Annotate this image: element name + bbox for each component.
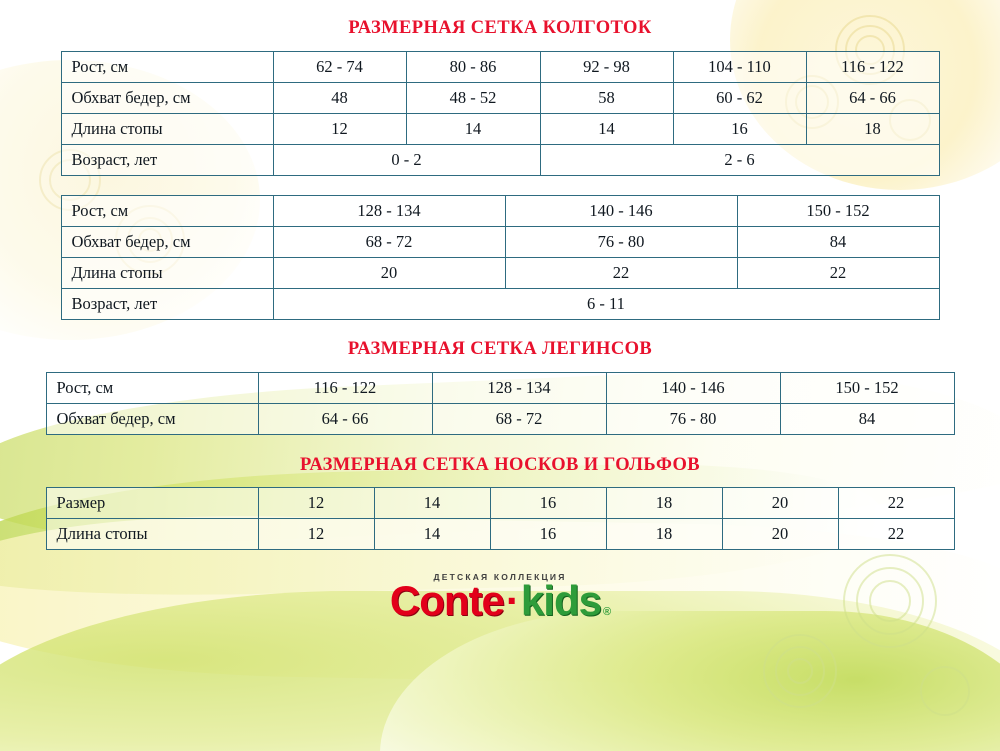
row-header: Длина стопы bbox=[61, 114, 273, 145]
table-row bbox=[46, 404, 954, 435]
table-cell: 22 bbox=[838, 519, 954, 550]
section-title-socks: РАЗМЕРНАЯ СЕТКА НОСКОВ И ГОЛЬФОВ bbox=[300, 455, 700, 475]
table-cell: 12 bbox=[258, 519, 374, 550]
section-title-leggings: РАЗМЕРНАЯ СЕТКА ЛЕГИНСОВ bbox=[347, 339, 653, 359]
registered-trademark-icon: ® bbox=[602, 606, 611, 618]
table-wrap-tights-large bbox=[0, 195, 1000, 320]
row-header: Рост, см bbox=[61, 52, 273, 83]
table-row bbox=[46, 519, 954, 550]
table-cell: 116 - 122 bbox=[258, 373, 432, 404]
table-cell: 20 bbox=[722, 519, 838, 550]
table-cell: 12 bbox=[273, 114, 406, 145]
table-cell: 0 - 2 bbox=[273, 145, 540, 176]
table-cell: 128 - 134 bbox=[432, 373, 606, 404]
table-cell: 48 - 52 bbox=[406, 83, 540, 114]
row-header: Длина стопы bbox=[46, 519, 258, 550]
table-row bbox=[61, 52, 939, 83]
table-row bbox=[61, 114, 939, 145]
table-cell: 68 - 72 bbox=[273, 227, 505, 258]
table-row bbox=[46, 373, 954, 404]
table-cell: 76 - 80 bbox=[606, 404, 780, 435]
row-header: Обхват бедер, см bbox=[61, 83, 273, 114]
table-wrap-socks bbox=[0, 487, 1000, 550]
table-cell: 14 bbox=[540, 114, 673, 145]
table-cell: 20 bbox=[722, 488, 838, 519]
table-cell: 58 bbox=[540, 83, 673, 114]
row-header: Возраст, лет bbox=[61, 145, 273, 176]
table-cell: 64 - 66 bbox=[806, 83, 939, 114]
table-cell: 62 - 74 bbox=[273, 52, 406, 83]
table-cell: 12 bbox=[258, 488, 374, 519]
logo-conte-text: Conte bbox=[389, 577, 504, 624]
table-cell: 22 bbox=[505, 258, 737, 289]
table-cell: 84 bbox=[780, 404, 954, 435]
table-row bbox=[61, 83, 939, 114]
logo-separator-dot: · bbox=[505, 577, 519, 624]
table-cell: 68 - 72 bbox=[432, 404, 606, 435]
table-cell: 22 bbox=[838, 488, 954, 519]
row-header: Обхват бедер, см bbox=[46, 404, 258, 435]
table-cell: 14 bbox=[374, 519, 490, 550]
table-cell: 14 bbox=[406, 114, 540, 145]
table-cell: 48 bbox=[273, 83, 406, 114]
table-cell: 140 - 146 bbox=[505, 196, 737, 227]
table-row bbox=[61, 289, 939, 320]
table-cell: 140 - 146 bbox=[606, 373, 780, 404]
table-cell: 16 bbox=[490, 488, 606, 519]
row-header: Рост, см bbox=[46, 373, 258, 404]
size-table-tights-large bbox=[61, 195, 940, 320]
table-cell: 150 - 152 bbox=[737, 196, 939, 227]
row-header: Длина стопы bbox=[61, 258, 273, 289]
row-header: Размер bbox=[46, 488, 258, 519]
table-cell: 104 - 110 bbox=[673, 52, 806, 83]
table-cell: 128 - 134 bbox=[273, 196, 505, 227]
table-cell: 18 bbox=[806, 114, 939, 145]
table-cell: 16 bbox=[673, 114, 806, 145]
table-cell: 116 - 122 bbox=[806, 52, 939, 83]
table-cell: 76 - 80 bbox=[505, 227, 737, 258]
table-row bbox=[61, 227, 939, 258]
row-header: Обхват бедер, см bbox=[61, 227, 273, 258]
row-header: Рост, см bbox=[61, 196, 273, 227]
section-title-tights: РАЗМЕРНАЯ СЕТКА КОЛГОТОК bbox=[348, 18, 652, 38]
table-row bbox=[61, 145, 939, 176]
table-cell: 64 - 66 bbox=[258, 404, 432, 435]
table-cell: 22 bbox=[737, 258, 939, 289]
table-cell: 150 - 152 bbox=[780, 373, 954, 404]
table-row bbox=[61, 196, 939, 227]
table-cell: 20 bbox=[273, 258, 505, 289]
size-table-socks bbox=[46, 487, 955, 550]
table-cell: 14 bbox=[374, 488, 490, 519]
row-header: Возраст, лет bbox=[61, 289, 273, 320]
size-table-leggings bbox=[46, 372, 955, 435]
logo-kids-text: kids bbox=[520, 577, 601, 624]
table-cell: 18 bbox=[606, 488, 722, 519]
table-wrap-leggings bbox=[0, 372, 1000, 435]
table-cell: 80 - 86 bbox=[406, 52, 540, 83]
table-cell: 92 - 98 bbox=[540, 52, 673, 83]
table-cell: 60 - 62 bbox=[673, 83, 806, 114]
table-row bbox=[61, 258, 939, 289]
table-cell: 6 - 11 bbox=[273, 289, 939, 320]
brand-logo bbox=[0, 572, 1000, 622]
table-wrap-tights-small bbox=[0, 51, 1000, 176]
table-row bbox=[46, 488, 954, 519]
table-cell: 84 bbox=[737, 227, 939, 258]
logo-tagline: ДЕТСКАЯ КОЛЛЕКЦИЯ bbox=[433, 572, 567, 582]
table-cell: 18 bbox=[606, 519, 722, 550]
table-cell: 16 bbox=[490, 519, 606, 550]
size-table-tights-small bbox=[61, 51, 940, 176]
table-cell: 2 - 6 bbox=[540, 145, 939, 176]
